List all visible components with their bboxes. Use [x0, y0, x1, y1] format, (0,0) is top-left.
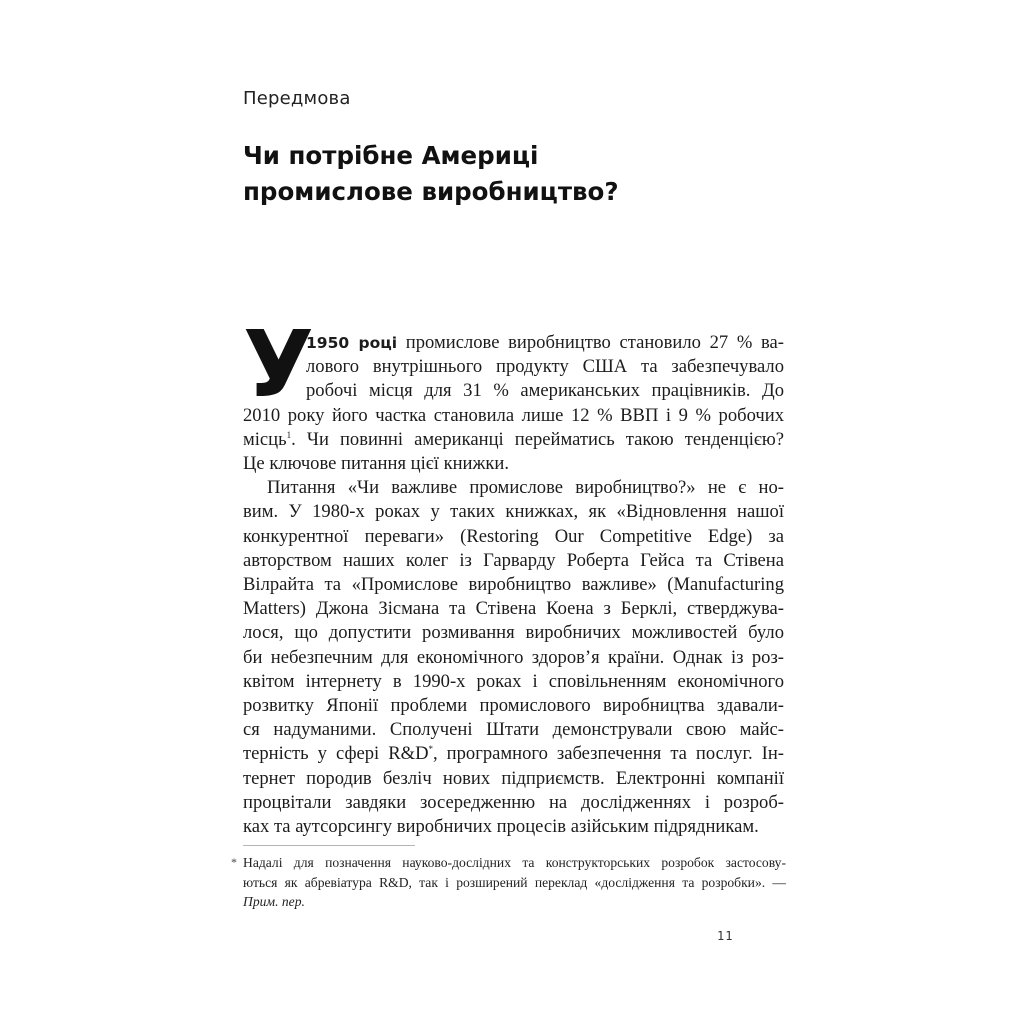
text-line [243, 331, 784, 355]
translator-note: Прим. пер. [243, 894, 305, 909]
page-number: 11 [717, 929, 734, 943]
text-line: процвітали завдяки зосередженню на дослідженнях і розроб- [243, 791, 784, 813]
text-line: Matters) Джона Зісмана та Стівена Коена з Берклі, стверджува- [243, 598, 784, 620]
text-line: тернет породив безліч нових підприємств. Електронні компанії [243, 767, 784, 789]
chapter-title: Чи потрібне Америці промислове виробництво? [243, 141, 619, 206]
paragraph-2 [243, 476, 784, 839]
text-line: би небезпечним для економічного здоров’я країни. Однак із роз- [243, 646, 784, 668]
footnote-marker: * [231, 855, 237, 869]
body-text [243, 311, 784, 839]
paragraph-1 [243, 311, 784, 476]
text-span: терність у сфері R&D [243, 743, 429, 765]
section-label: Передмова [243, 88, 351, 109]
text-line: робочі місця для 31 % американських працівників. До [306, 380, 784, 402]
text-line: лося, що допустити розмивання виробничих можливостей було [243, 622, 784, 644]
footnote-reference[interactable]: * [428, 744, 434, 755]
text-line: Вілрайта та «Промислове виробництво важливе» (Manufacturing [243, 574, 784, 596]
text-line: конкурентної переваги» (Restoring Our Competitive Edge) за [243, 525, 784, 547]
text-span: . Чи повинні американці перейматись такою тенденцією? [291, 428, 784, 450]
text-line: ках та аутсорсингу виробничих процесів азійським підрядникам. [243, 816, 759, 838]
text-line: лового внутрішнього продукту США та забезпечувало [306, 356, 784, 378]
lead-bold-text: 1950 році [306, 334, 398, 352]
footnote-line: Надалі для позначення науково-дослідних та конструкторських розробок застосову- [243, 855, 786, 870]
text-line: вим. У 1980-х роках у таких книжках, як «Відновлення нашої [243, 501, 784, 523]
text-line: розвитку Японії проблеми промислового виробництва здавали- [243, 695, 784, 717]
text-line: Це ключове питання цієї книжки. [243, 453, 509, 475]
text-span: , програмного забезпечення та послуг. Ін- [433, 743, 784, 765]
text-line [243, 428, 784, 452]
text-line: Питання «Чи важливе промислове виробництво?» не є но- [267, 477, 784, 499]
footnote-reference[interactable]: 1 [286, 429, 292, 440]
footnote-body [231, 853, 786, 912]
footnote-divider [243, 845, 415, 846]
footnote [231, 853, 786, 912]
footnote-line: ються як абревіатура R&D, так і розширений переклад «дослідження та розробки». — [243, 874, 786, 890]
footnote-line [243, 892, 786, 912]
text-line: авторством наших колег із Гарварду Роберта Гейса та Стівена [243, 549, 784, 571]
text-span: місць [243, 428, 287, 450]
text-line [243, 742, 784, 766]
drop-cap: У [243, 311, 314, 418]
text-line: 2010 року його частка становила лише 12 % ВВП і 9 % робочих [243, 404, 784, 426]
text-line: квітом інтернету в 1990-х роках і сповільненням економічного [243, 670, 784, 692]
text-line: ся надуманими. Сполучені Штати демонстрували свою майс- [243, 719, 784, 741]
text-span: промислове виробництво становило 27 % ва- [397, 332, 784, 353]
